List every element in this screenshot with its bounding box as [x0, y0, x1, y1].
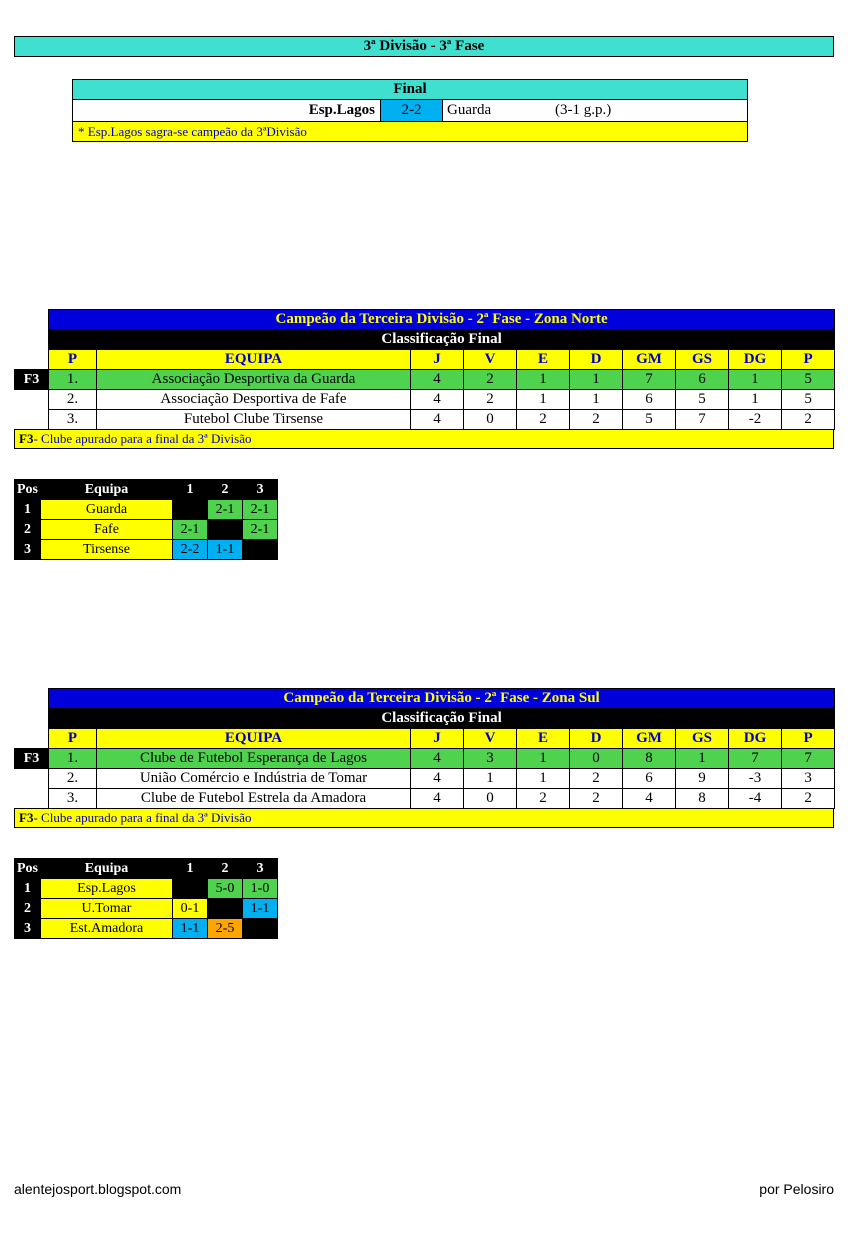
- col-header: J: [411, 729, 464, 749]
- cross-result: [208, 520, 243, 540]
- stat-j: 4: [411, 789, 464, 809]
- footnote-code: F3: [19, 810, 34, 825]
- stat-gs: 8: [676, 789, 729, 809]
- table-row: [15, 390, 835, 410]
- table-row: [15, 769, 835, 789]
- stat-p: 7: [782, 749, 835, 769]
- position: 2.: [49, 769, 97, 789]
- section-title: Campeão da Terceira Divisão - 2ª Fase - Zona Sul: [49, 689, 835, 709]
- stat-gs: 7: [676, 410, 729, 430]
- cross-result: 1-1: [208, 540, 243, 560]
- team-name: Futebol Clube Tirsense: [97, 410, 411, 430]
- page-title: 3ª Divisão - 3ª Fase: [14, 36, 834, 57]
- footnote: [14, 429, 834, 449]
- stat-j: 4: [411, 390, 464, 410]
- final-table-header: Final: [73, 80, 747, 100]
- stat-j: 4: [411, 749, 464, 769]
- col-header: E: [517, 729, 570, 749]
- team-name: Associação Desportiva de Fafe: [97, 390, 411, 410]
- stat-dg: -3: [729, 769, 782, 789]
- cross-team-name: Est.Amadora: [41, 919, 173, 939]
- col-header: GM: [623, 350, 676, 370]
- cross-result: [173, 500, 208, 520]
- stat-e: 2: [517, 789, 570, 809]
- stat-v: 2: [464, 390, 517, 410]
- stat-v: 1: [464, 769, 517, 789]
- cross-row: [15, 919, 278, 939]
- stat-j: 4: [411, 370, 464, 390]
- col-header: P: [782, 729, 835, 749]
- cross-result: 0-1: [173, 899, 208, 919]
- zona-sul-section: [0, 688, 848, 828]
- penalties-result: (3-1 g.p.): [555, 102, 612, 118]
- cross-position: 2: [15, 520, 41, 540]
- cross-position: 1: [15, 879, 41, 899]
- cross-team-name: Esp.Lagos: [41, 879, 173, 899]
- spacer-cell: [15, 410, 49, 430]
- col-header: DG: [729, 350, 782, 370]
- cross-position: 3: [15, 540, 41, 560]
- spacer-cell: [15, 689, 49, 709]
- cross-col-header: Pos: [15, 859, 41, 879]
- col-header: P: [49, 729, 97, 749]
- cross-result: 2-2: [173, 540, 208, 560]
- col-header: D: [570, 350, 623, 370]
- team-name: Associação Desportiva da Guarda: [97, 370, 411, 390]
- match-score: 2-2: [380, 100, 443, 121]
- table-row: [15, 789, 835, 809]
- col-header: GM: [623, 729, 676, 749]
- stat-dg: -2: [729, 410, 782, 430]
- col-header: D: [570, 729, 623, 749]
- stat-gm: 5: [623, 410, 676, 430]
- page-footer: [14, 1181, 834, 1197]
- stat-v: 3: [464, 749, 517, 769]
- col-header: EQUIPA: [97, 729, 411, 749]
- spacer-cell: [15, 709, 49, 729]
- stat-e: 1: [517, 390, 570, 410]
- cross-row: [15, 899, 278, 919]
- footnote-code: F3: [19, 431, 34, 446]
- finalist-marker: F3: [15, 749, 49, 769]
- spacer-cell: [15, 729, 49, 749]
- cross-result: 2-1: [208, 500, 243, 520]
- position: 1.: [49, 370, 97, 390]
- stat-gm: 7: [623, 370, 676, 390]
- stat-d: 2: [570, 789, 623, 809]
- spacer-cell: [15, 390, 49, 410]
- footnote-text: - Clube apurado para a final da 3ª Divisão: [33, 810, 252, 825]
- spacer-cell: [15, 350, 49, 370]
- stat-gm: 6: [623, 390, 676, 410]
- stat-d: 2: [570, 410, 623, 430]
- cross-row: [15, 520, 278, 540]
- section-title: Campeão da Terceira Divisão - 2ª Fase - Zona Norte: [49, 310, 835, 330]
- position: 3.: [49, 789, 97, 809]
- cross-col-header: Equipa: [41, 480, 173, 500]
- table-row: [15, 749, 835, 769]
- position: 2.: [49, 390, 97, 410]
- stat-d: 1: [570, 390, 623, 410]
- stat-v: 2: [464, 370, 517, 390]
- col-header: EQUIPA: [97, 350, 411, 370]
- stat-j: 4: [411, 769, 464, 789]
- cross-result: 2-1: [173, 520, 208, 540]
- cross-result: 2-1: [243, 520, 278, 540]
- final-match-row: [73, 100, 747, 122]
- position: 3.: [49, 410, 97, 430]
- stat-p: 2: [782, 410, 835, 430]
- zona-norte-crosstable: [14, 479, 278, 560]
- cross-position: 2: [15, 899, 41, 919]
- champion-note: * Esp.Lagos sagra-se campeão da 3ªDivisão: [73, 122, 747, 141]
- cross-result: 2-1: [243, 500, 278, 520]
- away-team-name: Guarda: [447, 102, 492, 118]
- section-subtitle: Classificação Final: [49, 709, 835, 729]
- cross-result: [243, 540, 278, 560]
- spacer-cell: [15, 330, 49, 350]
- section-subtitle: Classificação Final: [49, 330, 835, 350]
- cross-row: [15, 540, 278, 560]
- cross-col-header: 3: [243, 480, 278, 500]
- stat-v: 0: [464, 789, 517, 809]
- position: 1.: [49, 749, 97, 769]
- home-team-name: Esp.Lagos: [308, 102, 375, 118]
- final-match-table: [72, 79, 748, 142]
- cross-team-name: Fafe: [41, 520, 173, 540]
- col-header: V: [464, 729, 517, 749]
- stat-p: 2: [782, 789, 835, 809]
- stat-j: 4: [411, 410, 464, 430]
- cross-col-header: 2: [208, 480, 243, 500]
- stat-gs: 5: [676, 390, 729, 410]
- cross-col-header: Pos: [15, 480, 41, 500]
- col-header: P: [782, 350, 835, 370]
- col-header: P: [49, 350, 97, 370]
- table-row: [15, 410, 835, 430]
- stat-e: 1: [517, 769, 570, 789]
- cross-row: [15, 879, 278, 899]
- cross-result: [208, 899, 243, 919]
- blog-url: alentejosport.blogspot.com: [14, 1181, 182, 1197]
- team-name: União Comércio e Indústria de Tomar: [97, 769, 411, 789]
- cross-col-header: 3: [243, 859, 278, 879]
- cross-position: 1: [15, 500, 41, 520]
- spacer-cell: [15, 310, 49, 330]
- cross-col-header: 1: [173, 480, 208, 500]
- stat-gs: 1: [676, 749, 729, 769]
- cross-team-name: Guarda: [41, 500, 173, 520]
- team-name: Clube de Futebol Estrela da Amadora: [97, 789, 411, 809]
- stat-gm: 6: [623, 769, 676, 789]
- col-header: E: [517, 350, 570, 370]
- col-header: GS: [676, 350, 729, 370]
- cross-result: 5-0: [208, 879, 243, 899]
- finalist-marker: F3: [15, 370, 49, 390]
- stat-gs: 6: [676, 370, 729, 390]
- cross-position: 3: [15, 919, 41, 939]
- cross-col-header: 1: [173, 859, 208, 879]
- stat-p: 3: [782, 769, 835, 789]
- stat-p: 5: [782, 390, 835, 410]
- team-name: Clube de Futebol Esperança de Lagos: [97, 749, 411, 769]
- stat-p: 5: [782, 370, 835, 390]
- cross-result: [173, 879, 208, 899]
- cross-row: [15, 500, 278, 520]
- zona-sul-crosstable: [14, 858, 278, 939]
- stat-e: 2: [517, 410, 570, 430]
- author-credit: por Pelosiro: [759, 1181, 834, 1197]
- stat-d: 2: [570, 769, 623, 789]
- col-header: V: [464, 350, 517, 370]
- cross-result: [243, 919, 278, 939]
- stat-v: 0: [464, 410, 517, 430]
- cross-result: 2-5: [208, 919, 243, 939]
- spacer-cell: [15, 789, 49, 809]
- stat-gs: 9: [676, 769, 729, 789]
- stat-dg: -4: [729, 789, 782, 809]
- stat-gm: 4: [623, 789, 676, 809]
- zona-norte-classification-table: [14, 309, 835, 430]
- stat-dg: 7: [729, 749, 782, 769]
- cross-col-header: 2: [208, 859, 243, 879]
- stat-dg: 1: [729, 390, 782, 410]
- stat-e: 1: [517, 370, 570, 390]
- cross-col-header: Equipa: [41, 859, 173, 879]
- zona-norte-section: [0, 309, 848, 449]
- col-header: DG: [729, 729, 782, 749]
- cross-result: 1-0: [243, 879, 278, 899]
- cross-result: 1-1: [243, 899, 278, 919]
- stat-dg: 1: [729, 370, 782, 390]
- zona-sul-classification-table: [14, 688, 835, 809]
- cross-result: 1-1: [173, 919, 208, 939]
- footnote: [14, 808, 834, 828]
- stat-d: 0: [570, 749, 623, 769]
- footnote-text: - Clube apurado para a final da 3ª Divisão: [33, 431, 252, 446]
- stat-gm: 8: [623, 749, 676, 769]
- table-row: [15, 370, 835, 390]
- col-header: GS: [676, 729, 729, 749]
- cross-team-name: Tirsense: [41, 540, 173, 560]
- cross-team-name: U.Tomar: [41, 899, 173, 919]
- spacer-cell: [15, 769, 49, 789]
- col-header: J: [411, 350, 464, 370]
- stat-e: 1: [517, 749, 570, 769]
- stat-d: 1: [570, 370, 623, 390]
